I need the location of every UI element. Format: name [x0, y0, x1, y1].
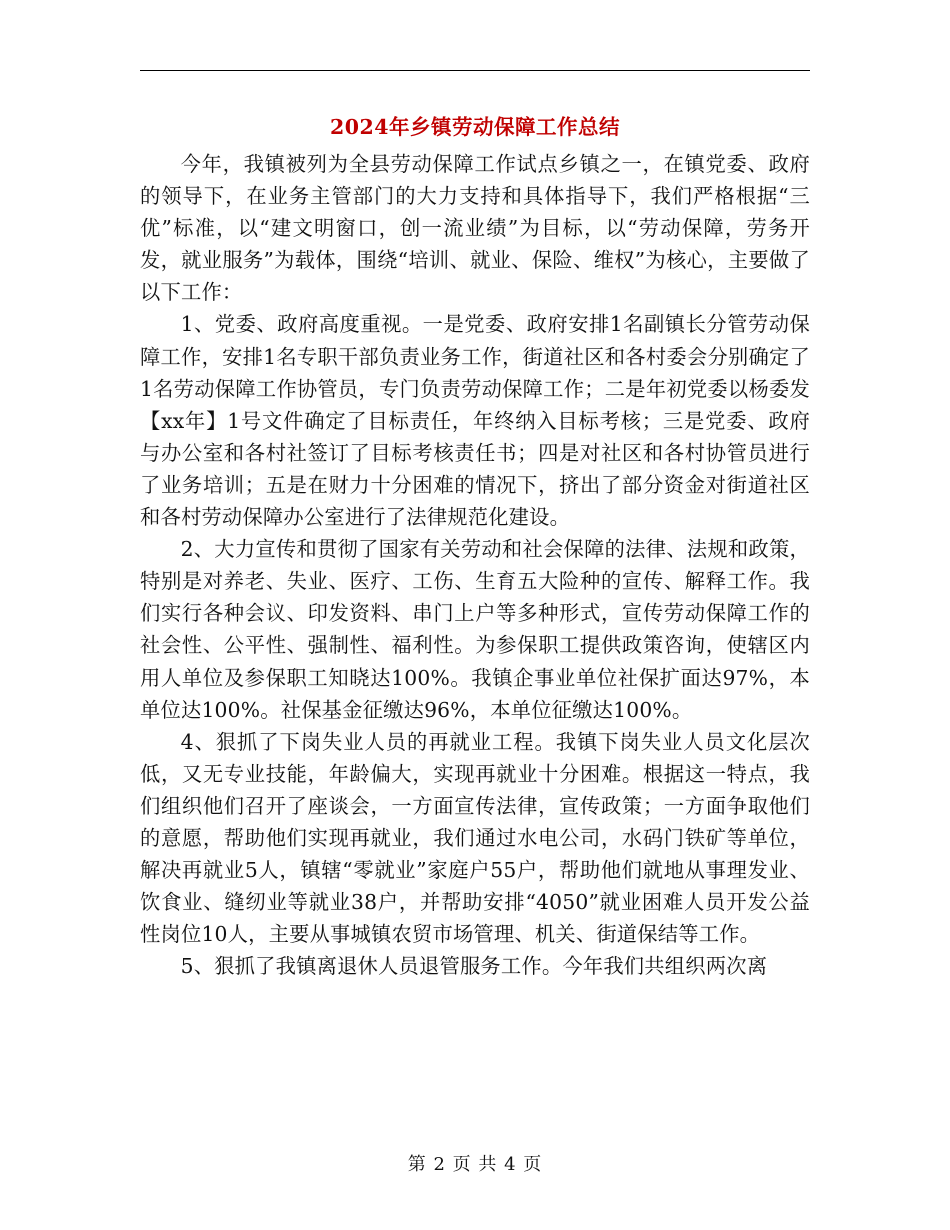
paragraph-item-5: 5、狠抓了我镇离退休人员退管服务工作。今年我们共组织两次离 [180, 954, 768, 979]
header-rule [140, 70, 810, 71]
document-title: 2024年乡镇劳动保障工作总结 [329, 115, 621, 139]
document-body [140, 148, 810, 982]
page-number-footer: 第 2 页 共 4 页 [407, 1154, 543, 1175]
paragraph-item-2: 2、大力宣传和贯彻了国家有关劳动和社会保障的法律、法规和政策，特别是对养老、失业、医疗、工伤、生育五大险种的宣传、解释工作。我们实行各种会议、印发资料、串门上户等多种形式，宣传劳动保障工作的社会性、公平性、强制性、福利性。为参保职工提供政策咨询，使辖区内用人单位及参保职工知晓达100%。我镇企事业单位社保扩面达97%，本单位达100%。社保基金征缴达96%，本单位征缴达100%。 [140, 537, 810, 722]
paragraph-item-1: 1、党委、政府高度重视。一是党委、政府安排1名副镇长分管劳动保障工作，安排1名专职干部负责业务工作，街道社区和各村委会分别确定了1名劳动保障工作协管员，专门负责劳动保障工作；二是年初党委以杨委发【xx年】1号文件确定了目标责任，年终纳入目标考核；三是党委、政府与办公室和各村社签订了目标考核责任书；四是对社区和各村协管员进行了业务培训；五是在财力十分困难的情况下，挤出了部分资金对街道社区和各村劳动保障办公室进行了法律规范化建设。 [140, 312, 810, 530]
paragraph-item-4: 4、狠抓了下岗失业人员的再就业工程。我镇下岗失业人员文化层次低，又无专业技能，年龄偏大，实现再就业十分困难。根据这一特点，我们组织他们召开了座谈会，一方面宣传法律，宣传政策；一方面争取他们的意愿，帮助他们实现再就业，我们通过水电公司，水码门铁矿等单位，解决再就业5人，镇辖“零就业”家庭户55户，帮助他们就地从事理发业、饮食业、缝纫业等就业38户，并帮助安排“4050”就业困难人员开发公益性岗位10人，主要从事城镇农贸市场管理、机关、街道保结等工作。 [140, 729, 810, 947]
paragraph-intro: 今年，我镇被列为全县劳动保障工作试点乡镇之一，在镇党委、政府的领导下，在业务主管部门的大力支持和具体指导下，我们严格根据“三优”标准，以“建文明窗口，创一流业绩”为目标，以“劳动保障，劳务开发，就业服务”为载体，围绕“培训、就业、保险、维权”为核心，主要做了以下工作： [140, 152, 810, 305]
